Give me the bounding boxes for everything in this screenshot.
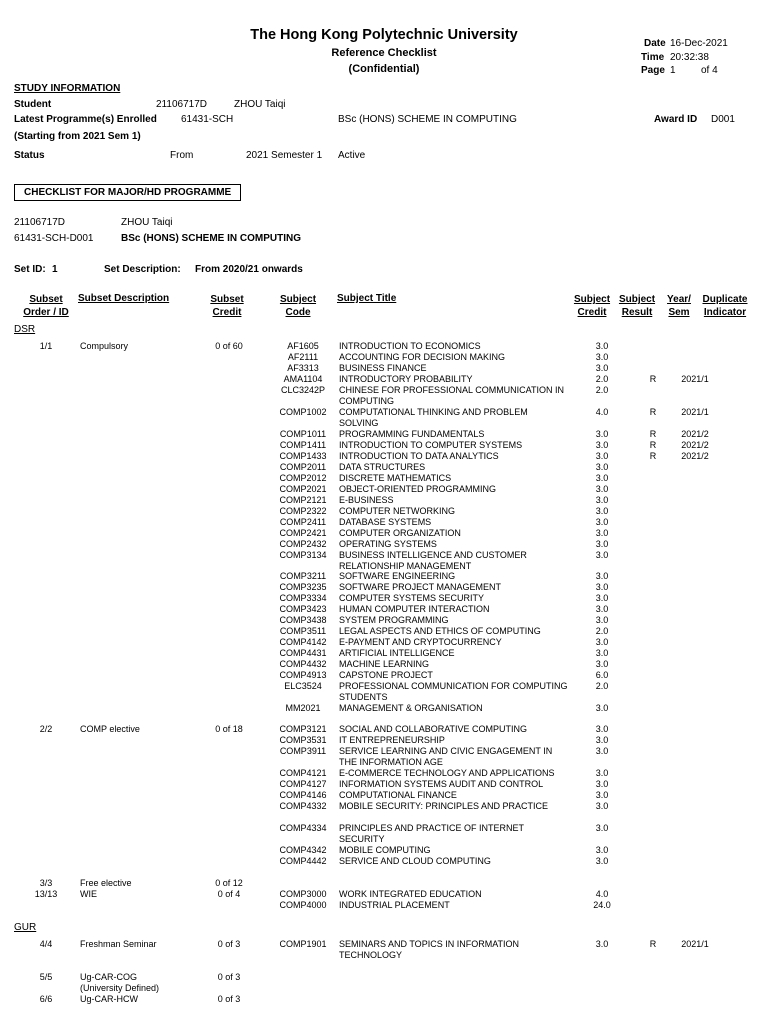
from-label: From <box>170 150 194 161</box>
subject-credit: 3.0 <box>595 637 609 647</box>
subject-result: R <box>649 374 657 384</box>
subject-credit: 2.0 <box>595 374 609 384</box>
report-title: Reference Checklist <box>331 47 437 59</box>
subject-credit: 3.0 <box>595 429 609 439</box>
table-row <box>16 648 756 659</box>
subject-code: COMP2011 <box>279 462 327 472</box>
subject-code: COMP4342 <box>279 845 327 855</box>
col-subject-result-line1: Subject <box>618 294 656 305</box>
col-subject-result-line2: Result <box>621 307 653 318</box>
subject-title: DATABASE SYSTEMS <box>339 517 432 527</box>
subject-title: E-PAYMENT AND CRYPTOCURRENCY <box>339 637 502 647</box>
table-row <box>16 407 756 428</box>
subject-title: CAPSTONE PROJECT <box>339 670 433 680</box>
set-id-label: Set ID: <box>14 264 46 275</box>
set-description-value: From 2020/21 onwards <box>195 264 303 275</box>
table-row <box>16 363 756 374</box>
subject-code: COMP2411 <box>279 517 327 527</box>
subject-code: MM2021 <box>285 703 321 713</box>
col-duplicate-indicator-line2: Indicator <box>703 307 747 318</box>
subject-title: INTRODUCTION TO DATA ANALYTICS <box>339 451 499 461</box>
subset-credit: 0 of 3 <box>217 972 241 982</box>
subject-code: COMP1011 <box>279 429 327 439</box>
table-row <box>16 352 756 363</box>
date-value: 16-Dec-2021 <box>670 38 728 49</box>
subject-title: E-COMMERCE TECHNOLOGY AND APPLICATIONS <box>339 768 555 778</box>
subject-title: HUMAN COMPUTER INTERACTION <box>339 604 490 614</box>
table-row <box>16 768 756 779</box>
subject-credit: 3.0 <box>595 939 609 949</box>
table-row <box>16 659 756 670</box>
subject-code: COMP3211 <box>279 571 327 581</box>
subject-title: SERVICE AND CLOUD COMPUTING <box>339 856 491 866</box>
subject-code: COMP1433 <box>279 451 327 461</box>
subject-code: COMP4442 <box>279 856 327 866</box>
table-row <box>16 746 756 767</box>
subject-credit: 3.0 <box>595 724 609 734</box>
table-row <box>16 484 756 495</box>
subject-code: COMP3911 <box>279 746 327 756</box>
status-label: Status <box>14 150 45 161</box>
subject-credit: 3.0 <box>595 823 609 833</box>
subject-credit: 3.0 <box>595 768 609 778</box>
subject-credit: 3.0 <box>595 735 609 745</box>
year-sem: 2021/2 <box>681 451 709 461</box>
table-row <box>16 506 756 517</box>
subset-order: 1/1 <box>39 341 53 351</box>
table-row <box>16 517 756 528</box>
subset-description: COMP elective <box>80 724 140 734</box>
table-row <box>16 681 756 702</box>
subset-credit: 0 of 18 <box>215 724 243 734</box>
subject-code: AF1605 <box>287 341 319 351</box>
table-row <box>16 440 756 451</box>
subject-credit: 2.0 <box>595 385 609 395</box>
subject-title: IT ENTREPRENEURSHIP <box>339 735 445 745</box>
subset-order: 2/2 <box>39 724 53 734</box>
study-heading: STUDY INFORMATION <box>14 83 121 94</box>
subject-credit: 3.0 <box>595 845 609 855</box>
subject-code: COMP4913 <box>279 670 327 680</box>
subject-title: BUSINESS FINANCE <box>339 363 427 373</box>
subject-code: COMP4431 <box>279 648 327 658</box>
award-label: Award ID <box>654 114 698 125</box>
subject-code: COMP2322 <box>279 506 327 516</box>
subject-code: COMP4332 <box>279 801 327 811</box>
table-row <box>16 451 756 462</box>
subject-title: PROFESSIONAL COMMUNICATION FOR COMPUTING STUDENTS <box>339 681 568 702</box>
subject-code: COMP3121 <box>279 724 327 734</box>
subject-code: AMA1104 <box>283 374 323 384</box>
table-row <box>16 900 756 911</box>
subject-code: COMP4146 <box>279 790 327 800</box>
subject-code: CLC3242P <box>280 385 326 395</box>
subject-code: COMP1901 <box>279 939 327 949</box>
subject-code: COMP3423 <box>279 604 327 614</box>
year-sem: 2021/1 <box>681 407 709 417</box>
university-title: The Hong Kong Polytechnic University <box>250 27 518 43</box>
subject-credit: 3.0 <box>595 440 609 450</box>
table-row <box>16 473 756 484</box>
table-row <box>16 801 756 812</box>
table-row <box>16 582 756 593</box>
subset-credit: 0 of 3 <box>217 994 241 1004</box>
section-label: GUR <box>14 922 37 933</box>
table-row <box>16 823 756 844</box>
checklist-title: CHECKLIST FOR MAJOR/HD PROGRAMME <box>24 187 232 198</box>
programme-code: 61431-SCH <box>181 114 234 125</box>
col-subject-code-line2: Code <box>285 307 311 318</box>
from-value: 2021 Semester 1 <box>246 150 323 161</box>
set-id-value: 1 <box>52 264 58 275</box>
subject-code: COMP4334 <box>279 823 327 833</box>
table-row <box>16 735 756 746</box>
subject-title: INFORMATION SYSTEMS AUDIT AND CONTROL <box>339 779 544 789</box>
subject-result: R <box>649 407 657 417</box>
subject-credit: 3.0 <box>595 790 609 800</box>
col-subset-description: Subset Description <box>78 293 170 304</box>
subject-code: COMP3334 <box>279 593 327 603</box>
subject-code: COMP3134 <box>279 550 327 560</box>
subset-order: 13/13 <box>34 889 58 899</box>
subject-credit: 3.0 <box>595 856 609 866</box>
table-row <box>16 856 756 867</box>
subject-credit: 6.0 <box>595 670 609 680</box>
subject-credit: 3.0 <box>595 703 609 713</box>
subset-description: Freshman Seminar <box>80 939 157 949</box>
subject-credit: 3.0 <box>595 648 609 658</box>
col-year-sem-line1: Year/ <box>667 294 691 305</box>
table-row <box>16 889 756 900</box>
table-row <box>16 539 756 550</box>
subject-code: COMP2021 <box>279 484 327 494</box>
table-row <box>16 429 756 440</box>
table-row <box>16 374 756 385</box>
subject-title: CHINESE FOR PROFESSIONAL COMMUNICATION IN COMPUTING <box>339 385 565 406</box>
checklist-student-id: 21106717D <box>14 217 65 228</box>
table-row <box>16 878 756 889</box>
status-value: Active <box>338 150 366 161</box>
subject-code: COMP2121 <box>279 495 327 505</box>
subject-credit: 3.0 <box>595 550 609 560</box>
subject-title: WORK INTEGRATED EDUCATION <box>339 889 482 899</box>
col-subset-order-line1: Subset <box>29 294 63 305</box>
subset-credit: 0 of 60 <box>215 341 243 351</box>
table-row <box>16 994 756 1005</box>
table-row <box>16 341 756 352</box>
subject-title: MACHINE LEARNING <box>339 659 430 669</box>
subject-credit: 3.0 <box>595 779 609 789</box>
subject-title: DATA STRUCTURES <box>339 462 426 472</box>
student-name: ZHOU Taiqi <box>234 99 286 110</box>
subject-title: COMPUTER SYSTEMS SECURITY <box>339 593 485 603</box>
subject-credit: 3.0 <box>595 801 609 811</box>
subset-description: WIE <box>80 889 97 899</box>
subject-title: PROGRAMMING FUNDAMENTALS <box>339 429 485 439</box>
table-row <box>16 790 756 801</box>
subject-credit: 3.0 <box>595 539 609 549</box>
col-subject-credit-line1: Subject <box>573 294 611 305</box>
subject-result: R <box>649 440 657 450</box>
subject-credit: 3.0 <box>595 593 609 603</box>
table-row <box>16 615 756 626</box>
subject-title: E-BUSINESS <box>339 495 394 505</box>
subject-title: ACCOUNTING FOR DECISION MAKING <box>339 352 506 362</box>
subject-code: COMP4000 <box>279 900 327 910</box>
subject-title: COMPUTER NETWORKING <box>339 506 455 516</box>
table-row <box>16 495 756 506</box>
subject-title: OPERATING SYSTEMS <box>339 539 437 549</box>
subject-table <box>16 0 756 1024</box>
col-duplicate-indicator-line1: Duplicate <box>702 294 748 305</box>
subject-code: COMP3000 <box>279 889 327 899</box>
subject-code: COMP2421 <box>279 528 327 538</box>
starting-note: (Starting from 2021 Sem 1) <box>14 131 141 142</box>
subject-title: MOBILE COMPUTING <box>339 845 431 855</box>
table-row <box>16 385 756 406</box>
subject-title: LEGAL ASPECTS AND ETHICS OF COMPUTING <box>339 626 541 636</box>
subject-credit: 3.0 <box>595 495 609 505</box>
subset-description: Free elective <box>80 878 132 888</box>
table-row <box>16 724 756 735</box>
subject-credit: 3.0 <box>595 517 609 527</box>
subject-code: COMP1411 <box>279 440 327 450</box>
subject-title: SYSTEM PROGRAMMING <box>339 615 449 625</box>
col-subset-credit-line1: Subset <box>210 294 244 305</box>
checklist-programme-code: 61431-SCH-D001 <box>14 233 94 244</box>
col-subset-credit-line2: Credit <box>212 307 242 318</box>
subset-description: Ug-CAR-COG (University Defined) <box>80 972 160 993</box>
student-label: Student <box>14 99 52 110</box>
subject-credit: 2.0 <box>595 626 609 636</box>
table-row <box>16 571 756 582</box>
subject-title: SOFTWARE ENGINEERING <box>339 571 456 581</box>
table-row <box>16 703 756 714</box>
subject-code: COMP3235 <box>279 582 327 592</box>
subject-credit: 4.0 <box>595 889 609 899</box>
subject-code: AF2111 <box>287 352 319 362</box>
year-sem: 2021/1 <box>681 939 709 949</box>
col-year-sem-line2: Sem <box>668 307 690 318</box>
table-row <box>16 845 756 856</box>
subject-credit: 3.0 <box>595 659 609 669</box>
subject-code: COMP2432 <box>279 539 327 549</box>
date-label: Date <box>644 38 666 49</box>
student-id: 21106717D <box>156 99 207 110</box>
subject-title: MOBILE SECURITY: PRINCIPLES AND PRACTICE <box>339 801 549 811</box>
subset-order: 6/6 <box>39 994 53 1004</box>
subject-credit: 3.0 <box>595 571 609 581</box>
subset-credit: 0 of 4 <box>217 889 241 899</box>
subject-credit: 3.0 <box>595 506 609 516</box>
subject-result: R <box>649 451 657 461</box>
subset-order: 5/5 <box>39 972 53 982</box>
table-row <box>16 626 756 637</box>
page-value: 1 <box>670 65 676 76</box>
subset-description: Compulsory <box>80 341 129 351</box>
subject-code: COMP4142 <box>279 637 327 647</box>
subject-title: INTRODUCTION TO COMPUTER SYSTEMS <box>339 440 523 450</box>
table-row <box>16 604 756 615</box>
col-subject-credit-line2: Credit <box>577 307 607 318</box>
subject-credit: 3.0 <box>595 582 609 592</box>
subject-credit: 3.0 <box>595 451 609 461</box>
subject-title: COMPUTER ORGANIZATION <box>339 528 461 538</box>
subject-title: INTRODUCTION TO ECONOMICS <box>339 341 481 351</box>
subject-title: COMPUTATIONAL FINANCE <box>339 790 457 800</box>
table-row <box>16 550 756 571</box>
subject-code: COMP4121 <box>279 768 327 778</box>
subject-title: INTRODUCTORY PROBABILITY <box>339 374 473 384</box>
subject-code: COMP3531 <box>279 735 327 745</box>
subject-title: SOFTWARE PROJECT MANAGEMENT <box>339 582 502 592</box>
subject-title: PRINCIPLES AND PRACTICE OF INTERNET SECURITY <box>339 823 524 844</box>
subject-title: MANAGEMENT & ORGANISATION <box>339 703 483 713</box>
subject-title: OBJECT-ORIENTED PROGRAMMING <box>339 484 497 494</box>
year-sem: 2021/2 <box>681 440 709 450</box>
page-of: of 4 <box>701 65 718 76</box>
subject-code: ELC3524 <box>284 681 322 691</box>
col-subset-order-line2: Order / ID <box>23 307 69 318</box>
page-label: Page <box>641 65 665 76</box>
subject-code: COMP2012 <box>279 473 327 483</box>
subject-code: AF3313 <box>287 363 319 373</box>
programme-name: BSc (HONS) SCHEME IN COMPUTING <box>338 114 517 125</box>
subject-credit: 2.0 <box>595 681 609 691</box>
subject-code: COMP1002 <box>279 407 327 417</box>
subject-title: SOCIAL AND COLLABORATIVE COMPUTING <box>339 724 528 734</box>
subject-credit: 3.0 <box>595 473 609 483</box>
subject-title: DISCRETE MATHEMATICS <box>339 473 452 483</box>
table-row <box>16 670 756 681</box>
programme-label: Latest Programme(s) Enrolled <box>14 114 157 125</box>
subject-title: COMPUTATIONAL THINKING AND PROBLEM SOLVING <box>339 407 528 428</box>
year-sem: 2021/2 <box>681 429 709 439</box>
subject-credit: 3.0 <box>595 746 609 756</box>
table-row <box>16 939 756 960</box>
subset-description: Ug-CAR-HCW <box>80 994 138 1004</box>
award-value: D001 <box>711 114 735 125</box>
table-row <box>16 462 756 473</box>
section-label: DSR <box>14 324 36 335</box>
subject-credit: 24.0 <box>593 900 611 910</box>
subject-credit: 3.0 <box>595 615 609 625</box>
subject-code: COMP3438 <box>279 615 327 625</box>
subject-credit: 3.0 <box>595 352 609 362</box>
subject-credit: 4.0 <box>595 407 609 417</box>
subject-result: R <box>649 429 657 439</box>
subject-credit: 3.0 <box>595 462 609 472</box>
table-row <box>16 779 756 790</box>
table-row <box>16 593 756 604</box>
subset-credit: 0 of 3 <box>217 939 241 949</box>
subject-code: COMP4127 <box>279 779 327 789</box>
subset-order: 4/4 <box>39 939 53 949</box>
subject-credit: 3.0 <box>595 528 609 538</box>
checklist-programme-name: BSc (HONS) SCHEME IN COMPUTING <box>121 233 302 244</box>
subset-order: 3/3 <box>39 878 53 888</box>
subject-credit: 3.0 <box>595 484 609 494</box>
confidential-label: (Confidential) <box>348 63 420 75</box>
time-label: Time <box>641 52 665 63</box>
subject-result: R <box>649 939 657 949</box>
subset-credit: 0 of 12 <box>215 878 243 888</box>
year-sem: 2021/1 <box>681 374 709 384</box>
subject-code: COMP3511 <box>279 626 327 636</box>
col-subject-title: Subject Title <box>337 293 397 304</box>
subject-title: BUSINESS INTELLIGENCE AND CUSTOMER RELATIONSHIP MANAGEMENT <box>339 550 527 571</box>
subject-code: COMP4432 <box>279 659 327 669</box>
table-row <box>16 528 756 539</box>
subject-credit: 3.0 <box>595 604 609 614</box>
subject-credit: 3.0 <box>595 363 609 373</box>
table-row <box>16 637 756 648</box>
subject-credit: 3.0 <box>595 341 609 351</box>
subject-title: ARTIFICIAL INTELLIGENCE <box>339 648 455 658</box>
time-value: 20:32:38 <box>670 52 709 63</box>
table-row <box>16 972 756 993</box>
subject-title: INDUSTRIAL PLACEMENT <box>339 900 450 910</box>
set-description-label: Set Description: <box>104 264 181 275</box>
subject-title: SERVICE LEARNING AND CIVIC ENGAGEMENT IN THE INFORMATION AGE <box>339 746 553 767</box>
subject-title: SEMINARS AND TOPICS IN INFORMATION TECHNOLOGY <box>339 939 520 960</box>
col-subject-code-line1: Subject <box>279 294 317 305</box>
checklist-student-name: ZHOU Taiqi <box>121 217 173 228</box>
